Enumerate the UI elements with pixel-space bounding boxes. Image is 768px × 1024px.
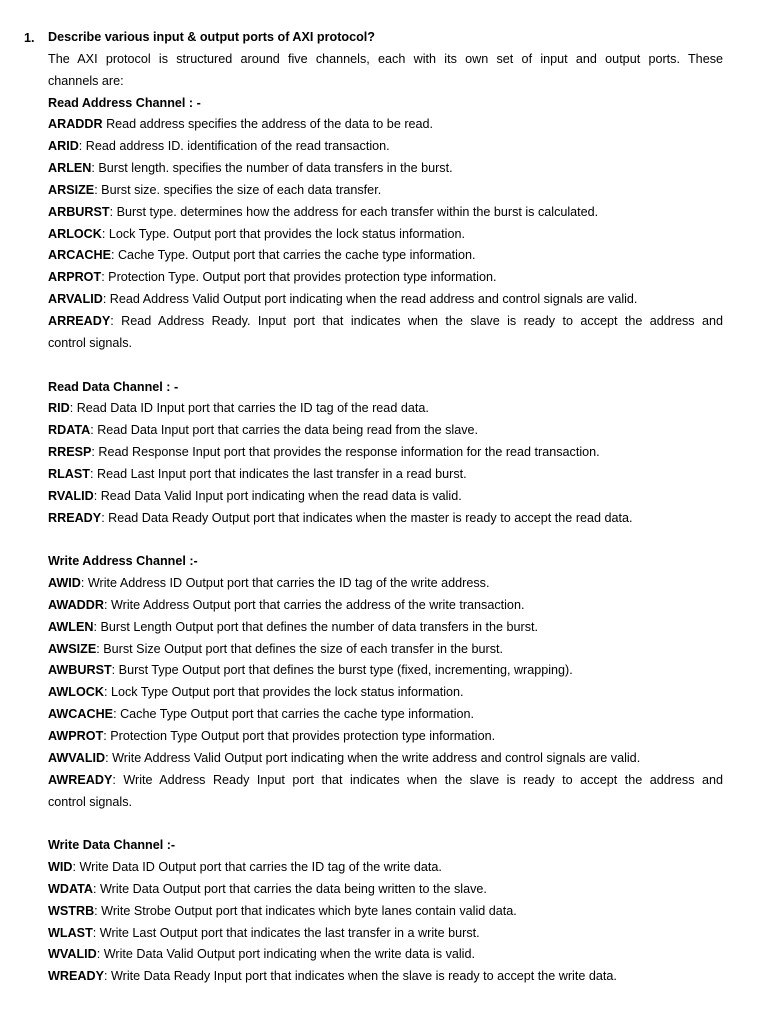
port-name: ARLOCK xyxy=(48,226,102,241)
port-definition xyxy=(48,202,723,224)
port-name: ARSIZE xyxy=(48,182,95,197)
port-description: : Burst type. determines how the address for each transfer within the burst is calculated. xyxy=(109,204,599,219)
section-spacer xyxy=(48,529,723,551)
port-name: WLAST xyxy=(48,925,93,940)
port-name: ARLEN xyxy=(48,161,92,176)
port-definition xyxy=(48,660,723,682)
intro-line: The AXI protocol is structured around five channels, each with its own set of input and output ports. These xyxy=(48,51,723,66)
channel-section xyxy=(48,93,723,355)
port-name: AWID xyxy=(48,576,81,591)
port-name: WREADY xyxy=(48,969,104,984)
port-name: AWPROT xyxy=(48,729,104,743)
channel-heading: Write Data Channel :- xyxy=(48,838,176,853)
channel-section xyxy=(48,355,723,530)
port-description: Read address specifies the address of the data to be read. xyxy=(102,117,434,132)
port-definition xyxy=(48,508,723,530)
port-definition xyxy=(48,245,723,267)
port-name: RREADY xyxy=(48,510,102,525)
port-definition xyxy=(48,923,723,945)
channel-section xyxy=(48,813,723,988)
port-description: : Read Data Valid Input port indicating when the read data is valid. xyxy=(93,488,462,503)
channel-heading: Write Address Channel :- xyxy=(48,554,198,569)
port-description: : Write Data Output port that carries the data being written to the slave. xyxy=(93,881,487,896)
port-name: AWLOCK xyxy=(48,685,104,700)
port-description: : Protection Type. Output port that provides protection type information. xyxy=(101,270,497,285)
port-definition xyxy=(48,639,723,661)
port-definition xyxy=(48,224,723,246)
port-name: AWVALID xyxy=(48,750,106,765)
port-name: WVALID xyxy=(48,947,97,962)
port-description: : Read Address Ready. Input port that indicates when the slave is ready to accept the address and xyxy=(110,313,723,328)
port-definition xyxy=(48,486,723,508)
port-definition xyxy=(48,901,723,923)
port-definition xyxy=(48,311,723,333)
port-name: ARVALID xyxy=(48,292,103,307)
port-name: ARID xyxy=(48,139,79,154)
port-name: AWBURST xyxy=(48,663,112,678)
port-definition xyxy=(48,136,723,158)
port-description: : Protection Type Output port that provides protection type information. xyxy=(103,729,496,743)
section-spacer xyxy=(48,355,723,377)
port-definition xyxy=(48,158,723,180)
port-description: : Read Data Ready Output port that indicates when the master is ready to accept the read data. xyxy=(101,510,633,525)
port-description: : Write Address Valid Output port indicating when the write address and control signals are valid. xyxy=(105,750,641,765)
port-description: : Burst Length Output port that defines the number of data transfers in the burst. xyxy=(93,619,539,634)
port-description: : Burst size. specifies the size of each data transfer. xyxy=(94,182,382,197)
port-name: ARCACHE xyxy=(48,248,111,263)
port-description: : Read address ID. identification of the read transaction. xyxy=(78,139,390,154)
intro-line: channels are: xyxy=(48,73,124,88)
port-definition xyxy=(48,682,723,704)
port-name: ARADDR xyxy=(48,117,103,132)
port-description-continued: control signals. xyxy=(48,794,132,809)
channel-section xyxy=(48,529,723,813)
question-title: Describe various input & output ports of AXI protocol? xyxy=(48,30,375,44)
port-name: AWREADY xyxy=(48,772,113,787)
port-name: AWCACHE xyxy=(48,707,114,722)
port-name: AWLEN xyxy=(48,619,94,634)
port-name: RRESP xyxy=(48,445,92,460)
port-description: : Write Data Valid Output port indicating when the write data is valid. xyxy=(96,947,475,962)
port-definition xyxy=(48,748,723,770)
port-name: RID xyxy=(48,401,70,416)
port-name: RLAST xyxy=(48,466,90,481)
port-description: : Lock Type. Output port that provides the lock status information. xyxy=(101,226,465,241)
port-description: : Write Data Ready Input port that indicates when the slave is ready to accept the write data. xyxy=(103,969,617,984)
port-description: : Write Address Ready Input port that indicates when the slave is ready to accept the address and xyxy=(112,772,723,787)
port-definition xyxy=(48,770,723,792)
port-description-continued: control signals. xyxy=(48,335,132,350)
port-definition xyxy=(48,617,723,639)
port-description: : Lock Type Output port that provides the lock status information. xyxy=(103,685,464,700)
port-description: : Read Data Input port that carries the data being read from the slave. xyxy=(90,423,479,438)
port-name: AWSIZE xyxy=(48,641,97,656)
port-description: : Write Address Output port that carries the address of the write transaction. xyxy=(103,597,525,612)
port-definition xyxy=(48,464,723,486)
port-name: WID xyxy=(48,860,73,875)
port-name: AWADDR xyxy=(48,597,104,612)
port-definition xyxy=(48,595,723,617)
port-definition xyxy=(48,442,723,464)
channel-heading: Read Data Channel : - xyxy=(48,379,179,394)
port-name: ARBURST xyxy=(48,204,110,219)
section-spacer xyxy=(48,813,723,835)
port-description: : Write Last Output port that indicates the last transfer in a write burst. xyxy=(92,925,480,940)
port-definition xyxy=(48,944,723,966)
port-definition xyxy=(48,180,723,202)
port-name: RDATA xyxy=(48,423,91,438)
port-description: : Cache Type Output port that carries the cache type information. xyxy=(113,707,475,722)
port-description: : Write Address ID Output port that carries the ID tag of the write address. xyxy=(80,576,490,591)
port-definition xyxy=(48,726,723,748)
port-description: : Write Strobe Output port that indicates which byte lanes contain valid data. xyxy=(94,903,517,918)
port-definition xyxy=(48,398,723,420)
port-name: WSTRB xyxy=(48,903,95,918)
port-name: WDATA xyxy=(48,881,93,896)
port-definition xyxy=(48,704,723,726)
channel-heading: Read Address Channel : - xyxy=(48,95,201,110)
port-description: : Burst length. specifies the number of data transfers in the burst. xyxy=(91,161,453,176)
channel-sections xyxy=(48,93,723,989)
port-name: ARREADY xyxy=(48,313,111,328)
port-definition xyxy=(48,573,723,595)
port-definition xyxy=(48,289,723,311)
port-name: ARPROT xyxy=(48,270,102,285)
port-description: : Read Response Input port that provides the response information for the read transaction. xyxy=(91,445,600,460)
port-description: : Read Data ID Input port that carries the ID tag of the read data. xyxy=(69,401,429,416)
port-definition xyxy=(48,114,723,136)
port-definition xyxy=(48,857,723,879)
port-description: : Read Address Valid Output port indicating when the read address and control signals are valid. xyxy=(102,292,638,307)
port-description: : Burst Size Output port that defines the size of each transfer in the burst. xyxy=(96,641,503,656)
port-description: : Burst Type Output port that defines the burst type (fixed, incrementing, wrapping). xyxy=(111,663,573,678)
port-description: : Cache Type. Output port that carries the cache type information. xyxy=(110,248,476,263)
port-definition xyxy=(48,879,723,901)
port-description: : Write Data ID Output port that carries the ID tag of the write data. xyxy=(72,860,442,875)
port-name: RVALID xyxy=(48,488,94,503)
port-definition xyxy=(48,966,723,988)
port-definition xyxy=(48,267,723,289)
port-definition xyxy=(48,420,723,442)
document-body xyxy=(48,27,723,988)
question-number: 1. xyxy=(24,31,35,45)
port-description: : Read Last Input port that indicates the last transfer in a read burst. xyxy=(89,466,467,481)
